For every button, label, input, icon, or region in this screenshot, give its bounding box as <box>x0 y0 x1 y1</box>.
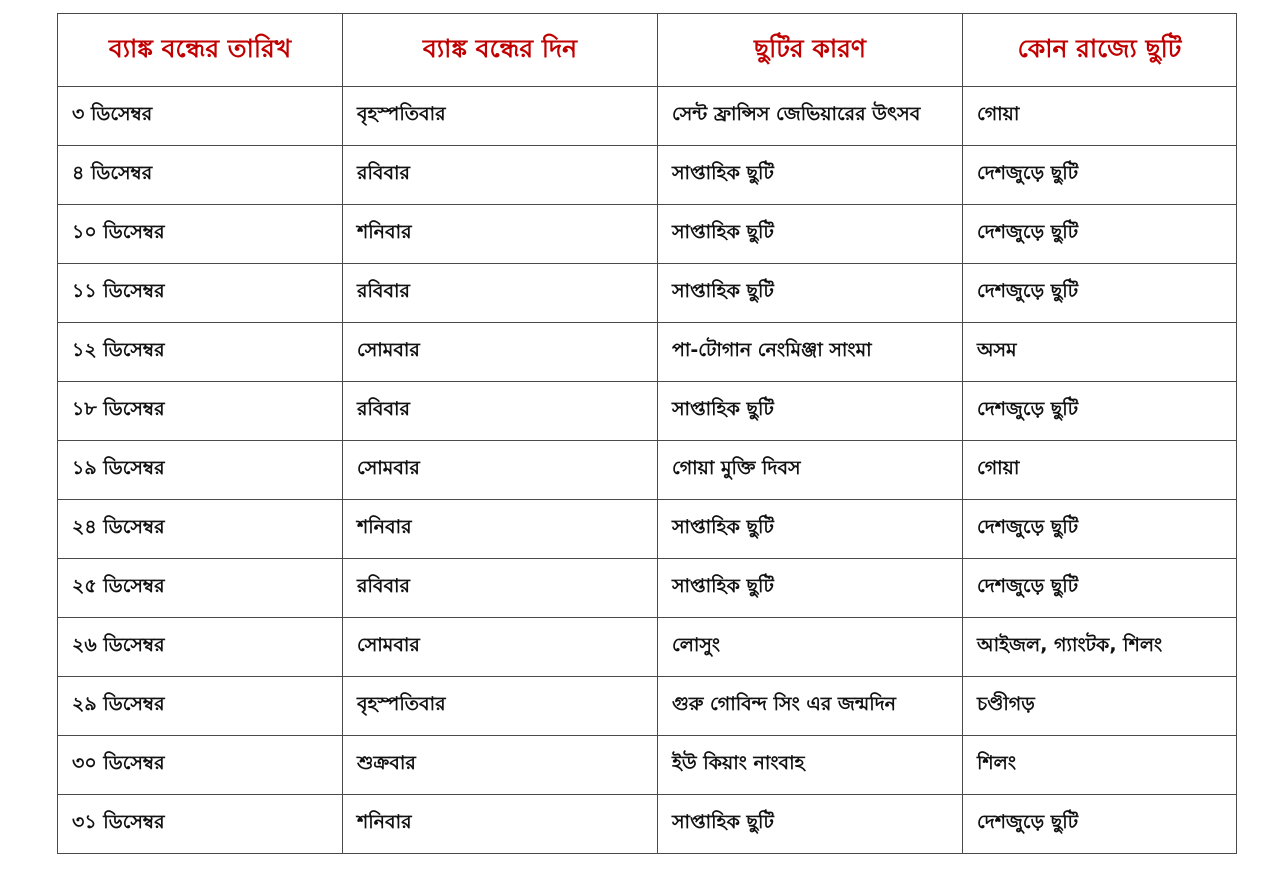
cell-day: রবিবার <box>343 382 658 441</box>
cell-state: চণ্ডীগড় <box>963 677 1237 736</box>
cell-day: সোমবার <box>343 323 658 382</box>
cell-day: বৃহস্পতিবার <box>343 87 658 146</box>
bank-holiday-table <box>57 13 1237 854</box>
holiday-table-container <box>57 13 1236 854</box>
cell-state: দেশজুড়ে ছুটি <box>963 500 1237 559</box>
cell-state: দেশজুড়ে ছুটি <box>963 264 1237 323</box>
table-row <box>58 559 1237 618</box>
cell-state: গোয়া <box>963 87 1237 146</box>
cell-day: রবিবার <box>343 264 658 323</box>
table-header <box>58 14 1237 87</box>
cell-date: ১৯ ডিসেম্বর <box>58 441 343 500</box>
cell-day: শনিবার <box>343 795 658 854</box>
cell-day: রবিবার <box>343 146 658 205</box>
cell-state: দেশজুড়ে ছুটি <box>963 205 1237 264</box>
table-row <box>58 146 1237 205</box>
cell-reason: গুরু গোবিন্দ সিং এর জন্মদিন <box>658 677 963 736</box>
cell-reason: সাপ্তাহিক ছুটি <box>658 500 963 559</box>
cell-day: সোমবার <box>343 441 658 500</box>
cell-date: ২৯ ডিসেম্বর <box>58 677 343 736</box>
cell-state: দেশজুড়ে ছুটি <box>963 146 1237 205</box>
cell-date: ৩১ ডিসেম্বর <box>58 795 343 854</box>
cell-state: অসম <box>963 323 1237 382</box>
table-row <box>58 618 1237 677</box>
cell-reason: সেন্ট ফ্রান্সিস জেভিয়ারের উৎসব <box>658 87 963 146</box>
cell-date: ৩ ডিসেম্বর <box>58 87 343 146</box>
cell-day: শনিবার <box>343 205 658 264</box>
cell-reason: সাপ্তাহিক ছুটি <box>658 559 963 618</box>
cell-day: শুক্রবার <box>343 736 658 795</box>
table-row <box>58 441 1237 500</box>
header-day: ব্যাঙ্ক বন্ধের দিন <box>343 14 658 87</box>
header-state: কোন রাজ্যে ছুটি <box>963 14 1237 87</box>
cell-state: দেশজুড়ে ছুটি <box>963 559 1237 618</box>
table-row <box>58 205 1237 264</box>
cell-date: ২৬ ডিসেম্বর <box>58 618 343 677</box>
cell-reason: সাপ্তাহিক ছুটি <box>658 382 963 441</box>
cell-date: ১১ ডিসেম্বর <box>58 264 343 323</box>
header-row <box>58 14 1237 87</box>
cell-date: ১২ ডিসেম্বর <box>58 323 343 382</box>
cell-day: শনিবার <box>343 500 658 559</box>
cell-reason: লোসুং <box>658 618 963 677</box>
cell-state: শিলং <box>963 736 1237 795</box>
table-body <box>58 87 1237 854</box>
cell-reason: সাপ্তাহিক ছুটি <box>658 205 963 264</box>
cell-state: গোয়া <box>963 441 1237 500</box>
header-date: ব্যাঙ্ক বন্ধের তারিখ <box>58 14 343 87</box>
cell-day: রবিবার <box>343 559 658 618</box>
cell-state: দেশজুড়ে ছুটি <box>963 795 1237 854</box>
cell-date: ২৪ ডিসেম্বর <box>58 500 343 559</box>
cell-reason: ইউ কিয়াং নাংবাহ <box>658 736 963 795</box>
cell-state: দেশজুড়ে ছুটি <box>963 382 1237 441</box>
cell-reason: পা-টোগান নেংমিঞ্জা সাংমা <box>658 323 963 382</box>
cell-date: ৪ ডিসেম্বর <box>58 146 343 205</box>
table-row <box>58 87 1237 146</box>
cell-reason: সাপ্তাহিক ছুটি <box>658 795 963 854</box>
header-reason: ছুটির কারণ <box>658 14 963 87</box>
cell-reason: সাপ্তাহিক ছুটি <box>658 264 963 323</box>
cell-reason: সাপ্তাহিক ছুটি <box>658 146 963 205</box>
cell-date: ১৮ ডিসেম্বর <box>58 382 343 441</box>
cell-date: ৩০ ডিসেম্বর <box>58 736 343 795</box>
table-row <box>58 677 1237 736</box>
table-row <box>58 264 1237 323</box>
cell-day: বৃহস্পতিবার <box>343 677 658 736</box>
cell-reason: গোয়া মুক্তি দিবস <box>658 441 963 500</box>
cell-state: আইজল, গ্যাংটক, শিলং <box>963 618 1237 677</box>
table-row <box>58 795 1237 854</box>
table-row <box>58 500 1237 559</box>
table-row <box>58 323 1237 382</box>
table-row <box>58 382 1237 441</box>
cell-date: ২৫ ডিসেম্বর <box>58 559 343 618</box>
cell-day: সোমবার <box>343 618 658 677</box>
table-row <box>58 736 1237 795</box>
cell-date: ১০ ডিসেম্বর <box>58 205 343 264</box>
